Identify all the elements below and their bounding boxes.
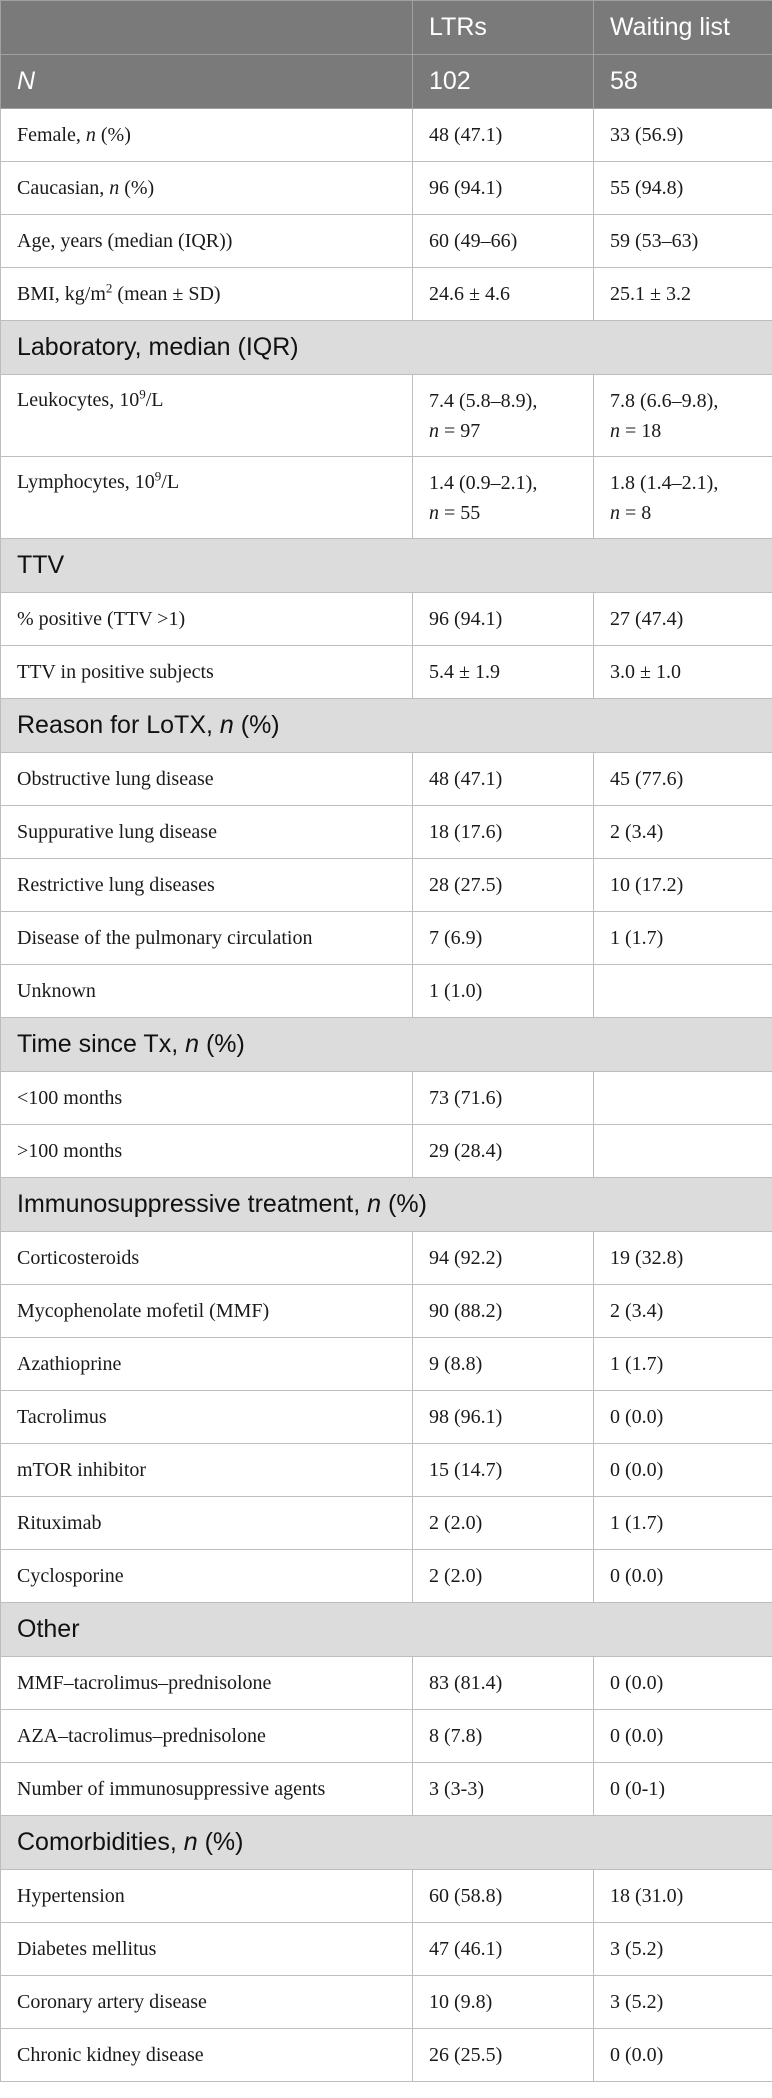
waiting-cell: 0 (0.0) <box>594 1391 772 1444</box>
row-label: <100 months <box>1 1072 413 1125</box>
waiting-cell: 7.8 (6.6–9.8), n = 18 <box>594 375 772 457</box>
ltrs-cell: 2 (2.0) <box>413 1550 594 1603</box>
waiting-cell: 1.8 (1.4–2.1), n = 8 <box>594 457 772 539</box>
row-label: Obstructive lung disease <box>1 753 413 806</box>
ltrs-cell: 90 (88.2) <box>413 1285 594 1338</box>
row-label: Caucasian, n (%) <box>1 162 413 215</box>
row-label: % positive (TTV >1) <box>1 593 413 646</box>
table-row <box>1 753 772 806</box>
table-row <box>1 1444 772 1497</box>
section-row <box>1 1178 772 1232</box>
section-ttv: TTV <box>1 539 772 593</box>
row-label: Rituximab <box>1 1497 413 1550</box>
table-row <box>1 457 772 539</box>
section-laboratory: Laboratory, median (IQR) <box>1 321 772 375</box>
ltrs-cell: 29 (28.4) <box>413 1125 594 1178</box>
row-label: Chronic kidney disease <box>1 2029 413 2082</box>
waiting-cell: 25.1 ± 3.2 <box>594 268 772 321</box>
waiting-cell: 0 (0.0) <box>594 1550 772 1603</box>
section-other: Other <box>1 1603 772 1657</box>
row-label: Mycophenolate mofetil (MMF) <box>1 1285 413 1338</box>
row-label: Leukocytes, $10^9/L$ <box>1 375 413 457</box>
ltrs-cell: 1 (1.0) <box>413 965 594 1018</box>
table-row <box>1 2029 772 2082</box>
table-row <box>1 1338 772 1391</box>
ltrs-cell: 3 (3-3) <box>413 1763 594 1816</box>
waiting-cell: 59 (53–63) <box>594 215 772 268</box>
table-row <box>1 646 772 699</box>
row-label: Female, n (%) <box>1 109 413 162</box>
waiting-cell: 1 (1.7) <box>594 1497 772 1550</box>
waiting-cell <box>594 965 772 1018</box>
table-row <box>1 593 772 646</box>
ltrs-cell: 10 (9.8) <box>413 1976 594 2029</box>
row-label: Tacrolimus <box>1 1391 413 1444</box>
table-row <box>1 806 772 859</box>
section-row <box>1 539 772 593</box>
ltrs-cell: 24.6 ± 4.6 <box>413 268 594 321</box>
table-row <box>1 1657 772 1710</box>
waiting-cell: 3 (5.2) <box>594 1923 772 1976</box>
row-label: Hypertension <box>1 1870 413 1923</box>
section-row <box>1 321 772 375</box>
waiting-cell: 45 (77.6) <box>594 753 772 806</box>
table-row <box>1 215 772 268</box>
row-label: Coronary artery disease <box>1 1976 413 2029</box>
table-row <box>1 1497 772 1550</box>
table-row <box>1 1870 772 1923</box>
ltrs-cell: 15 (14.7) <box>413 1444 594 1497</box>
n-row <box>1 55 772 109</box>
row-label: Corticosteroids <box>1 1232 413 1285</box>
row-label: Diabetes mellitus <box>1 1923 413 1976</box>
row-label: Number of immunosuppressive agents <box>1 1763 413 1816</box>
row-label: Lymphocytes, $10^9/L$ <box>1 457 413 539</box>
waiting-cell: 27 (47.4) <box>594 593 772 646</box>
table-row <box>1 965 772 1018</box>
waiting-cell: 3 (5.2) <box>594 1976 772 2029</box>
table-row <box>1 162 772 215</box>
ltrs-cell: 94 (92.2) <box>413 1232 594 1285</box>
waiting-cell: 2 (3.4) <box>594 1285 772 1338</box>
n-ltrs: 102 <box>413 55 594 109</box>
section-row <box>1 1018 772 1072</box>
ltrs-cell: 1.4 (0.9–2.1), n = 55 <box>413 457 594 539</box>
section-row <box>1 699 772 753</box>
table-row <box>1 1072 772 1125</box>
waiting-cell: 1 (1.7) <box>594 1338 772 1391</box>
row-label: Cyclosporine <box>1 1550 413 1603</box>
ltrs-cell: 60 (49–66) <box>413 215 594 268</box>
waiting-cell: 10 (17.2) <box>594 859 772 912</box>
table-row <box>1 1710 772 1763</box>
row-label: Age, years (median (IQR)) <box>1 215 413 268</box>
waiting-cell <box>594 1072 772 1125</box>
ltrs-cell: 47 (46.1) <box>413 1923 594 1976</box>
ltrs-cell: 5.4 ± 1.9 <box>413 646 594 699</box>
waiting-cell: 2 (3.4) <box>594 806 772 859</box>
table-row <box>1 1232 772 1285</box>
table-row <box>1 1125 772 1178</box>
ltrs-cell: 73 (71.6) <box>413 1072 594 1125</box>
row-label: Restrictive lung diseases <box>1 859 413 912</box>
ltrs-cell: 28 (27.5) <box>413 859 594 912</box>
ltrs-cell: 48 (47.1) <box>413 753 594 806</box>
section-comorbidities: Comorbidities, n (%) <box>1 1816 772 1870</box>
waiting-cell <box>594 1125 772 1178</box>
table-row <box>1 1976 772 2029</box>
row-label: mTOR inhibitor <box>1 1444 413 1497</box>
ltrs-cell: 96 (94.1) <box>413 593 594 646</box>
n-label: N <box>1 55 413 109</box>
waiting-cell: 0 (0.0) <box>594 1444 772 1497</box>
ltrs-cell: 98 (96.1) <box>413 1391 594 1444</box>
table-row <box>1 1550 772 1603</box>
ltrs-cell: 48 (47.1) <box>413 109 594 162</box>
table-row <box>1 1763 772 1816</box>
header-ltrs: LTRs <box>413 1 594 55</box>
header-waiting-list: Waiting list <box>594 1 772 55</box>
waiting-cell: 1 (1.7) <box>594 912 772 965</box>
waiting-cell: 18 (31.0) <box>594 1870 772 1923</box>
table-row <box>1 1923 772 1976</box>
table-row <box>1 375 772 457</box>
row-label: Azathioprine <box>1 1338 413 1391</box>
table-row <box>1 1391 772 1444</box>
row-label: Suppurative lung disease <box>1 806 413 859</box>
row-label: AZA–tacrolimus–prednisolone <box>1 1710 413 1763</box>
waiting-cell: 0 (0.0) <box>594 2029 772 2082</box>
row-label: >100 months <box>1 1125 413 1178</box>
ltrs-cell: 2 (2.0) <box>413 1497 594 1550</box>
ltrs-cell: 7 (6.9) <box>413 912 594 965</box>
ltrs-cell: 83 (81.4) <box>413 1657 594 1710</box>
table-row <box>1 109 772 162</box>
ltrs-cell: 8 (7.8) <box>413 1710 594 1763</box>
waiting-cell: 19 (32.8) <box>594 1232 772 1285</box>
waiting-cell: 0 (0-1) <box>594 1763 772 1816</box>
table-row <box>1 859 772 912</box>
row-label: TTV in positive subjects <box>1 646 413 699</box>
section-immunosuppressive: Immunosuppressive treatment, n (%) <box>1 1178 772 1232</box>
section-row <box>1 1603 772 1657</box>
ltrs-cell: 9 (8.8) <box>413 1338 594 1391</box>
table-row <box>1 912 772 965</box>
table-row <box>1 1285 772 1338</box>
row-label: BMI, $kg/m^2$ (mean ± SD) <box>1 268 413 321</box>
waiting-cell: 55 (94.8) <box>594 162 772 215</box>
section-time-since-tx: Time since Tx, n (%) <box>1 1018 772 1072</box>
waiting-cell: 0 (0.0) <box>594 1710 772 1763</box>
ltrs-cell: 18 (17.6) <box>413 806 594 859</box>
ltrs-cell: 26 (25.5) <box>413 2029 594 2082</box>
waiting-cell: 33 (56.9) <box>594 109 772 162</box>
header-row <box>1 1 772 55</box>
table-row <box>1 268 772 321</box>
row-label: Unknown <box>1 965 413 1018</box>
ltrs-cell: 96 (94.1) <box>413 162 594 215</box>
ltrs-cell: 60 (58.8) <box>413 1870 594 1923</box>
waiting-cell: 0 (0.0) <box>594 1657 772 1710</box>
row-label: Disease of the pulmonary circulation <box>1 912 413 965</box>
section-row <box>1 1816 772 1870</box>
section-reason: Reason for LoTX, n (%) <box>1 699 772 753</box>
row-label: MMF–tacrolimus–prednisolone <box>1 1657 413 1710</box>
header-blank <box>1 1 413 55</box>
waiting-cell: 3.0 ± 1.0 <box>594 646 772 699</box>
n-waiting: 58 <box>594 55 772 109</box>
ltrs-cell: 7.4 (5.8–8.9), n = 97 <box>413 375 594 457</box>
